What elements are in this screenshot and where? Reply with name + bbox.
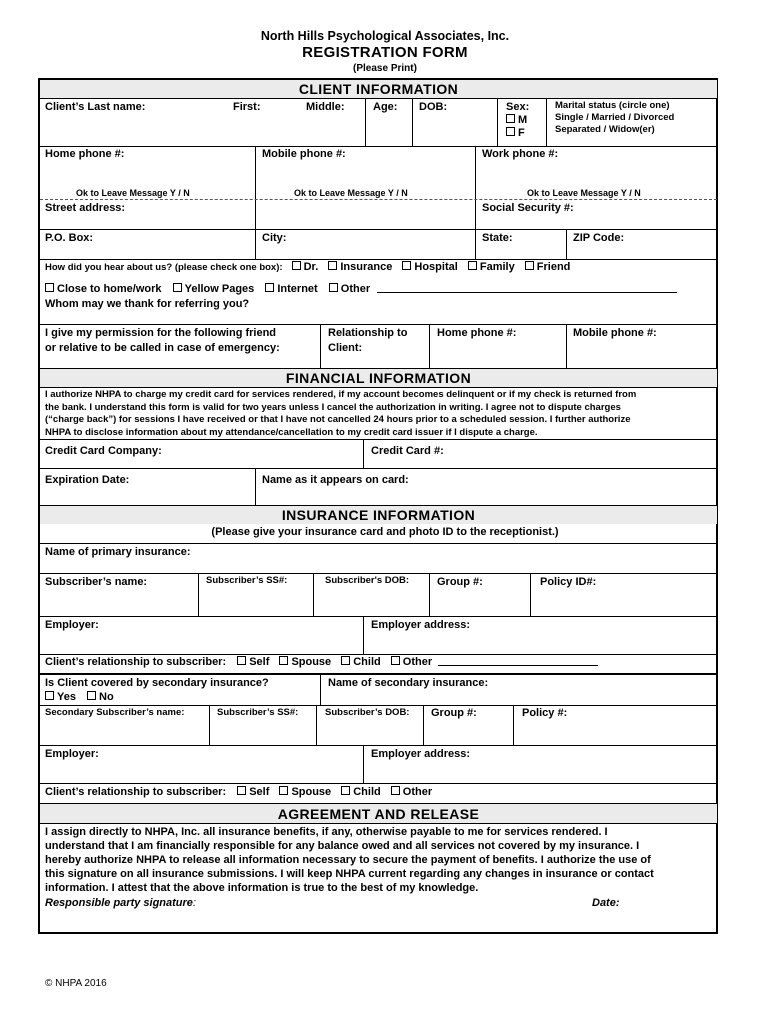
middle-name-label: Middle:	[306, 101, 345, 113]
last-name-label: Client’s Last name:	[45, 101, 146, 113]
divider	[40, 654, 717, 655]
rel2-child[interactable]: Child	[341, 786, 381, 798]
divider	[313, 573, 314, 616]
divider	[40, 468, 717, 469]
divider	[546, 98, 547, 146]
rel2-other[interactable]: Other	[391, 786, 432, 798]
secondary-yes-no	[45, 691, 114, 703]
signature-label: Responsible party signature:	[45, 897, 196, 909]
divider	[475, 229, 476, 259]
divider	[40, 573, 717, 574]
state-label: State:	[482, 232, 513, 244]
heard-insurance[interactable]: Insurance	[328, 261, 392, 273]
divider	[429, 573, 430, 616]
checkbox-icon	[525, 261, 534, 270]
emergency-mobile-phone-label: Mobile phone #:	[573, 327, 657, 339]
home-phone-label: Home phone #:	[45, 148, 125, 160]
divider	[40, 543, 717, 544]
dob-label: DOB:	[419, 101, 448, 113]
work-ok-message[interactable]: Ok to Leave Message Y / N	[527, 188, 641, 198]
zip-label: ZIP Code:	[573, 232, 625, 244]
rel-other-input[interactable]	[438, 665, 598, 666]
checkbox-icon	[292, 261, 301, 270]
heard-friend[interactable]: Friend	[525, 261, 571, 273]
credit-card-company-label: Credit Card Company:	[45, 445, 162, 457]
mobile-phone-label: Mobile phone #:	[262, 148, 346, 160]
relationship-label-1: Relationship to	[328, 327, 408, 339]
divider	[40, 823, 717, 824]
secondary-subscriber-name-label: Secondary Subscriber’s name:	[45, 707, 185, 718]
referral-source-row	[45, 261, 570, 273]
checkbox-icon	[265, 283, 274, 292]
subscriber-ss-label: Subscriber’s SS#:	[206, 575, 288, 586]
rel-spouse[interactable]: Spouse	[279, 656, 331, 668]
credit-card-number-label: Credit Card #:	[371, 445, 444, 457]
work-phone-label: Work phone #:	[482, 148, 559, 160]
divider	[363, 745, 364, 783]
checkbox-icon	[45, 283, 54, 292]
checkbox-icon	[279, 656, 288, 665]
divider	[320, 324, 321, 368]
divider	[497, 98, 498, 146]
secondary-group-label: Group #:	[431, 707, 477, 719]
group-number-label: Group #:	[437, 576, 483, 588]
divider	[40, 705, 717, 706]
heard-other[interactable]: Other	[329, 283, 370, 295]
checkbox-icon	[237, 656, 246, 665]
divider	[40, 324, 717, 325]
divider	[40, 783, 717, 784]
marital-options-2[interactable]: Separated / Widow(er)	[555, 124, 655, 135]
company-name: North Hills Psychological Associates, Inc.	[260, 29, 510, 43]
heard-dr[interactable]: Dr.	[292, 261, 319, 273]
po-box-label: P.O. Box:	[45, 232, 94, 244]
sex-label: Sex:	[506, 101, 530, 113]
form-subtitle: (Please Print)	[353, 63, 417, 74]
divider	[40, 146, 717, 147]
divider	[40, 98, 717, 99]
mobile-ok-message[interactable]: Ok to Leave Message Y / N	[294, 188, 408, 198]
divider	[40, 259, 717, 260]
name-on-card-label: Name as it appears on card:	[262, 474, 409, 486]
divider	[40, 673, 717, 675]
divider	[363, 616, 364, 654]
checkbox-icon	[329, 283, 338, 292]
checkbox-icon	[279, 786, 288, 795]
checkbox-icon	[173, 283, 182, 292]
divider	[365, 98, 366, 146]
city-label: City:	[262, 232, 287, 244]
divider	[429, 324, 430, 368]
divider	[40, 387, 717, 388]
referral-source-row-2	[45, 283, 677, 295]
secondary-no[interactable]: No	[87, 691, 114, 703]
subscriber-dob-label: Subscriber's DOB:	[325, 575, 410, 586]
secondary-subscriber-dob-label: Subscriber’s DOB:	[325, 707, 410, 718]
emergency-permission-1: I give my permission for the following friend	[45, 327, 277, 339]
secondary-relationship-row	[45, 786, 432, 798]
secondary-question: Is Client covered by secondary insurance?	[45, 677, 269, 689]
divider	[255, 229, 256, 259]
divider	[316, 705, 317, 745]
insurance-section-title: INSURANCE INFORMATION	[40, 506, 717, 524]
financial-section-title: FINANCIAL INFORMATION	[40, 369, 717, 387]
divider	[255, 146, 256, 230]
checkbox-icon	[237, 786, 246, 795]
divider	[209, 705, 210, 745]
primary-insurance-label: Name of primary insurance:	[45, 546, 191, 558]
relationship-question: Client’s relationship to subscriber:	[45, 656, 227, 668]
divider	[198, 573, 199, 616]
rel2-spouse[interactable]: Spouse	[279, 786, 331, 798]
age-label: Age:	[373, 101, 398, 113]
divider	[40, 439, 717, 440]
rel-child[interactable]: Child	[341, 656, 381, 668]
marital-options-1[interactable]: Single / Married / Divorced	[555, 112, 675, 123]
rel2-self[interactable]: Self	[237, 786, 269, 798]
checkbox-icon	[87, 691, 96, 700]
checkbox-icon	[391, 786, 400, 795]
divider	[255, 468, 256, 505]
divider	[475, 146, 476, 230]
agreement-section-title: AGREEMENT AND RELEASE	[40, 804, 717, 823]
heard-hospital[interactable]: Hospital	[402, 261, 457, 273]
heard-yellow-pages[interactable]: Yellow Pages	[173, 283, 255, 295]
heard-internet[interactable]: Internet	[265, 283, 317, 295]
divider	[40, 745, 717, 746]
secondary-employer-address-label: Employer address:	[371, 748, 471, 760]
divider	[530, 573, 531, 616]
divider	[320, 674, 321, 705]
relationship-question-2: Client’s relationship to subscriber:	[45, 786, 227, 798]
checkbox-icon	[341, 786, 350, 795]
emergency-home-phone-label: Home phone #:	[437, 327, 517, 339]
divider	[363, 439, 364, 468]
referral-question: How did you hear about us? (please check one box):	[45, 262, 283, 273]
checkbox-icon	[341, 656, 350, 665]
form-title: REGISTRATION FORM	[302, 44, 468, 61]
heard-close-to-home[interactable]: Close to home/work	[45, 283, 162, 295]
checkbox-icon	[402, 261, 411, 270]
divider	[40, 229, 717, 230]
referral-thanks-label: Whom may we thank for referring you?	[45, 298, 250, 310]
secondary-policy-label: Policy #:	[522, 707, 568, 719]
home-ok-message[interactable]: Ok to Leave Message Y / N	[76, 188, 190, 198]
checkbox-icon	[506, 127, 515, 136]
policy-id-label: Policy ID#:	[540, 576, 597, 588]
copyright: © NHPA 2016	[45, 978, 107, 989]
employer-address-label: Employer address:	[371, 619, 471, 631]
rel-other[interactable]: Other	[391, 656, 432, 668]
checkbox-icon	[328, 261, 337, 270]
divider	[423, 705, 424, 745]
checkbox-icon	[468, 261, 477, 270]
date-label: Date:	[592, 897, 620, 909]
first-name-label: First:	[233, 101, 261, 113]
ssn-label: Social Security #:	[482, 202, 574, 214]
divider	[566, 229, 567, 259]
divider	[513, 705, 514, 745]
divider	[412, 98, 413, 146]
divider	[40, 199, 717, 200]
street-address-label: Street address:	[45, 202, 126, 214]
secondary-insurance-name-label: Name of secondary insurance:	[328, 677, 489, 689]
rel-self[interactable]: Self	[237, 656, 269, 668]
primary-relationship-row	[45, 656, 598, 668]
agreement-text: I assign directly to NHPA, Inc. all insurance benefits, if any, otherwise payable to me for services rendered. I understand that I am financially responsible for any balance owed and all services not covered by my insurance. I hereby authorize NHPA to release all information necessary to secure the payment of benefits. I authorize the use of this signature on all insurance submissions. I will keep NHPA current regarding any changes in insurance or contact information. I attest that the above information is true to the best of my knowledge.	[45, 826, 654, 894]
sex-m-option[interactable]: M	[506, 114, 527, 126]
client-section-title: CLIENT INFORMATION	[40, 80, 717, 98]
emergency-permission-2: or relative to be called in case of emergency:	[45, 342, 280, 354]
insurance-note: (Please give your insurance card and photo ID to the receptionist.)	[211, 526, 559, 538]
financial-authorization-text: I authorize NHPA to charge my credit card for services rendered, if my account becomes delinquent or if my check is returned from the bank. I understand this form is valid for two years unless I cancel the authorization in writing. I agree not to dispute charges (“charge back”) for sessions I have received or that I have not cancelled 24 hours prior to a scheduled session. I further authorize NHPA to disclose information about my attendance/cancellation to my credit card issuer if I dispute a charge.	[45, 389, 637, 438]
divider	[566, 324, 567, 368]
heard-other-input[interactable]	[377, 292, 677, 293]
relationship-label-2: Client:	[328, 342, 363, 354]
heard-family[interactable]: Family	[468, 261, 515, 273]
sex-f-option[interactable]: F	[506, 127, 525, 139]
checkbox-icon	[506, 114, 515, 123]
employer-label: Employer:	[45, 619, 99, 631]
secondary-subscriber-ss-label: Subscriber’s SS#:	[217, 707, 299, 718]
checkbox-icon	[391, 656, 400, 665]
subscriber-name-label: Subscriber’s name:	[45, 576, 148, 588]
marital-status-label: Marital status (circle one)	[555, 100, 670, 111]
checkbox-icon	[45, 691, 54, 700]
divider	[40, 616, 717, 617]
secondary-employer-label: Employer:	[45, 748, 99, 760]
expiration-date-label: Expiration Date:	[45, 474, 130, 486]
secondary-yes[interactable]: Yes	[45, 691, 76, 703]
